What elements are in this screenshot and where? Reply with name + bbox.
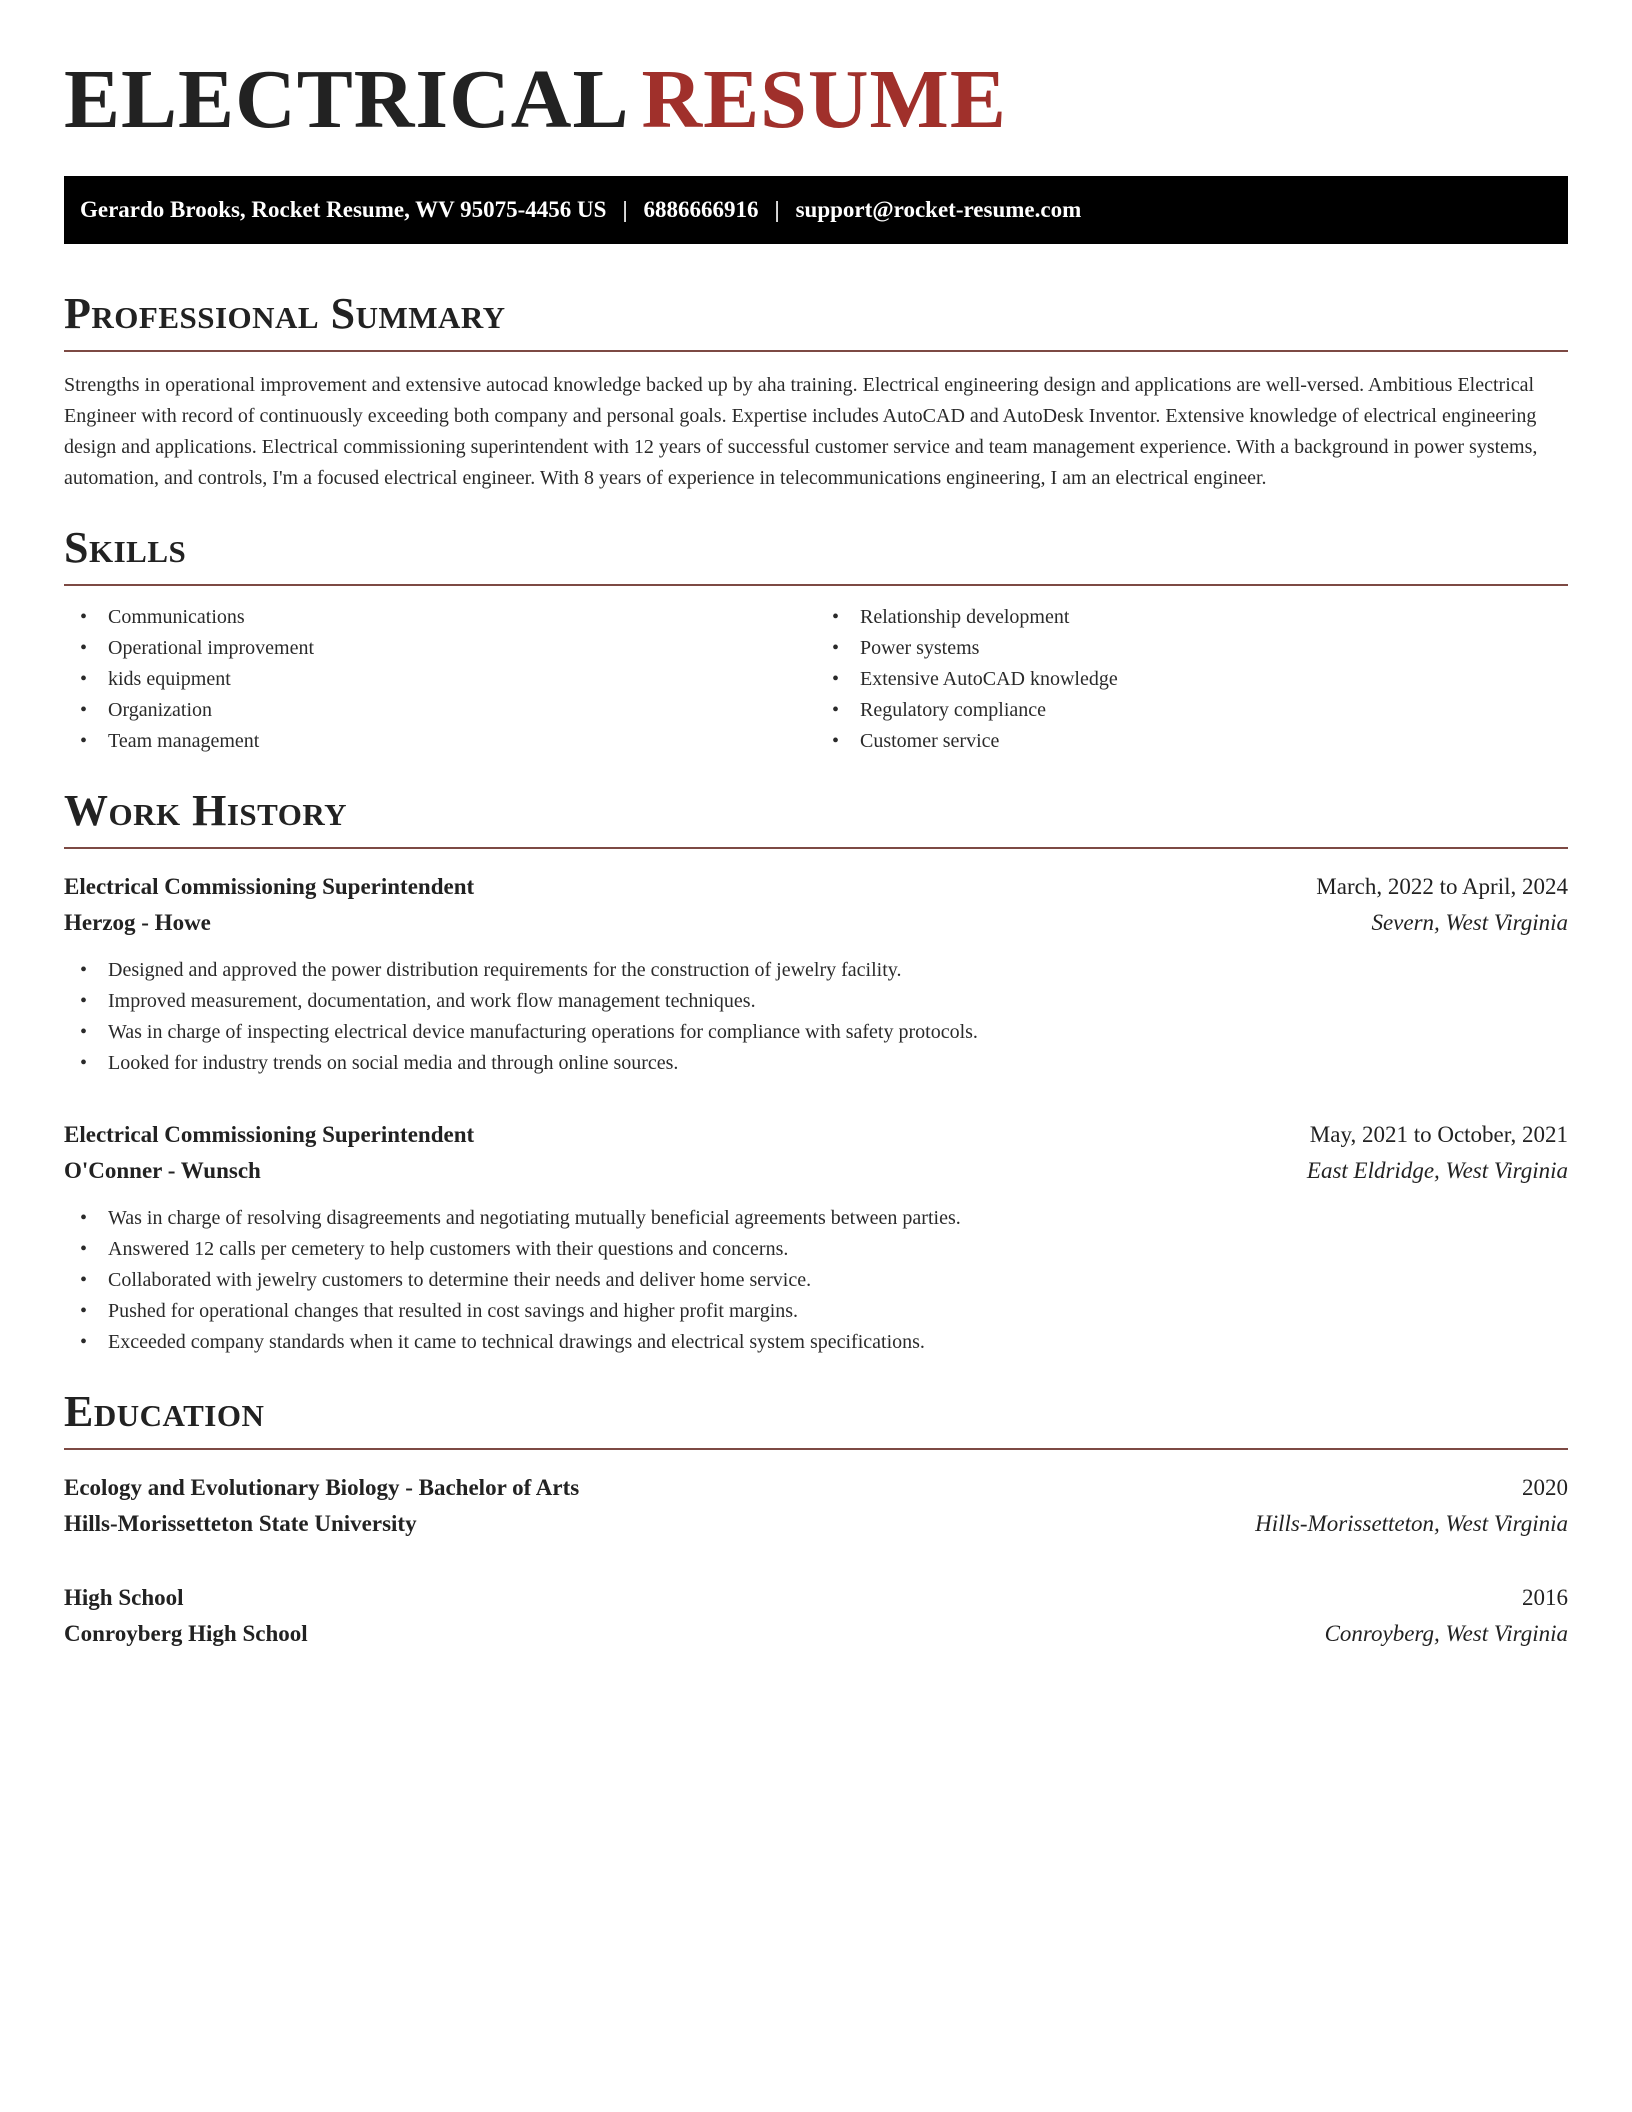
skill-item: • Relationship development <box>816 602 1568 633</box>
job-location: East Eldridge, West Virginia <box>1306 1158 1568 1183</box>
contact-phone: 6886666916 <box>643 197 759 222</box>
education-entry-header <box>64 1580 1568 1616</box>
education-entry-subheader <box>64 1616 1568 1652</box>
title-part-resume: RESUME <box>641 53 1007 146</box>
job-title: Electrical Commissioning Superintendent <box>64 874 475 899</box>
work-history-heading: Work History <box>64 785 1568 849</box>
work-entry-subheader <box>64 1153 1568 1189</box>
job-duty-item: • Improved measurement, documentation, and work flow management techniques. <box>64 986 1568 1017</box>
work-entry-header <box>64 869 1568 905</box>
job-company: Herzog - Howe <box>64 910 211 935</box>
skill-item: • Regulatory compliance <box>816 695 1568 726</box>
job-company: O'Conner - Wunsch <box>64 1158 261 1183</box>
summary-text: Strengths in operational improvement and extensive autocad knowledge backed up by aha training. Electrical engineering design and applications are well-versed. Ambitious Electrical Engineer with record of continuously exceeding both company and personal goals. Expertise includes AutoCAD and AutoDesk Inventor. Extensive knowledge of electrical engineering design and applications. Electrical commissioning superintendent with 12 years of successful customer service and team management experience. With a background in power systems, automation, and controls, I'm a focused electrical engineer. With 8 years of experience in telecommunications engineering, I am an electrical engineer. <box>64 374 1538 489</box>
education-school: Hills-Morissetteton State University <box>64 1511 417 1536</box>
contact-address: Gerardo Brooks, Rocket Resume, WV 95075-4456 US <box>80 197 607 222</box>
skill-item: • Power systems <box>816 633 1568 664</box>
education-entry <box>64 1470 1568 1542</box>
job-location: Severn, West Virginia <box>1371 910 1568 935</box>
skills-column-left <box>64 602 816 757</box>
education-heading: Education <box>64 1386 1568 1450</box>
work-entry <box>64 869 1568 1079</box>
job-duty-item: • Answered 12 calls per cemetery to help customers with their questions and concerns. <box>64 1234 1568 1265</box>
summary-heading: Professional Summary <box>64 288 1568 352</box>
work-entry-subheader <box>64 905 1568 941</box>
job-duty-item: • Was in charge of inspecting electrical device manufacturing operations for compliance with safety protocols. <box>64 1017 1568 1048</box>
work-entry-header <box>64 1117 1568 1153</box>
job-dates: March, 2022 to April, 2024 <box>1316 874 1568 899</box>
education-degree: High School <box>64 1585 184 1610</box>
education-year: 2020 <box>1522 1475 1568 1500</box>
skills-heading: Skills <box>64 522 1568 586</box>
skill-item: • kids equipment <box>64 664 816 695</box>
job-duty-item: • Was in charge of resolving disagreements and negotiating mutually beneficial agreements between parties. <box>64 1203 1568 1234</box>
title-part-electrical: ELECTRICAL <box>64 53 630 146</box>
skill-item: • Communications <box>64 602 816 633</box>
education-entry-header <box>64 1470 1568 1506</box>
job-dates: May, 2021 to October, 2021 <box>1309 1122 1568 1147</box>
skills-column-right <box>816 602 1568 757</box>
job-duty-item: • Exceeded company standards when it came to technical drawings and electrical system specifications. <box>64 1327 1568 1358</box>
skill-item: • Operational improvement <box>64 633 816 664</box>
education-entry-subheader <box>64 1506 1568 1542</box>
work-entry <box>64 1117 1568 1358</box>
education-entry <box>64 1580 1568 1652</box>
skill-item: • Organization <box>64 695 816 726</box>
education-location: Hills-Morissetteton, West Virginia <box>1255 1511 1568 1536</box>
education-school: Conroyberg High School <box>64 1621 308 1646</box>
skill-item: • Extensive AutoCAD knowledge <box>816 664 1568 695</box>
job-duties-list <box>64 955 1568 1079</box>
education-degree: Ecology and Evolutionary Biology - Bachelor of Arts <box>64 1475 580 1500</box>
contact-separator: | <box>774 197 780 222</box>
job-duty-item: • Looked for industry trends on social media and through online sources. <box>64 1048 1568 1079</box>
job-duty-item: • Designed and approved the power distribution requirements for the construction of jewelry facility. <box>64 955 1568 986</box>
contact-bar <box>64 176 1568 244</box>
contact-email: support@rocket-resume.com <box>795 197 1082 222</box>
contact-separator: | <box>622 197 628 222</box>
job-title: Electrical Commissioning Superintendent <box>64 1122 475 1147</box>
job-duties-list <box>64 1203 1568 1358</box>
skill-item: • Team management <box>64 726 816 757</box>
skills-grid <box>64 602 1568 757</box>
job-duty-item: • Pushed for operational changes that resulted in cost savings and higher profit margins. <box>64 1296 1568 1327</box>
education-year: 2016 <box>1522 1585 1568 1610</box>
skill-item: • Customer service <box>816 726 1568 757</box>
resume-title <box>64 52 1568 148</box>
job-duty-item: • Collaborated with jewelry customers to determine their needs and deliver home service. <box>64 1265 1568 1296</box>
education-location: Conroyberg, West Virginia <box>1324 1621 1568 1646</box>
